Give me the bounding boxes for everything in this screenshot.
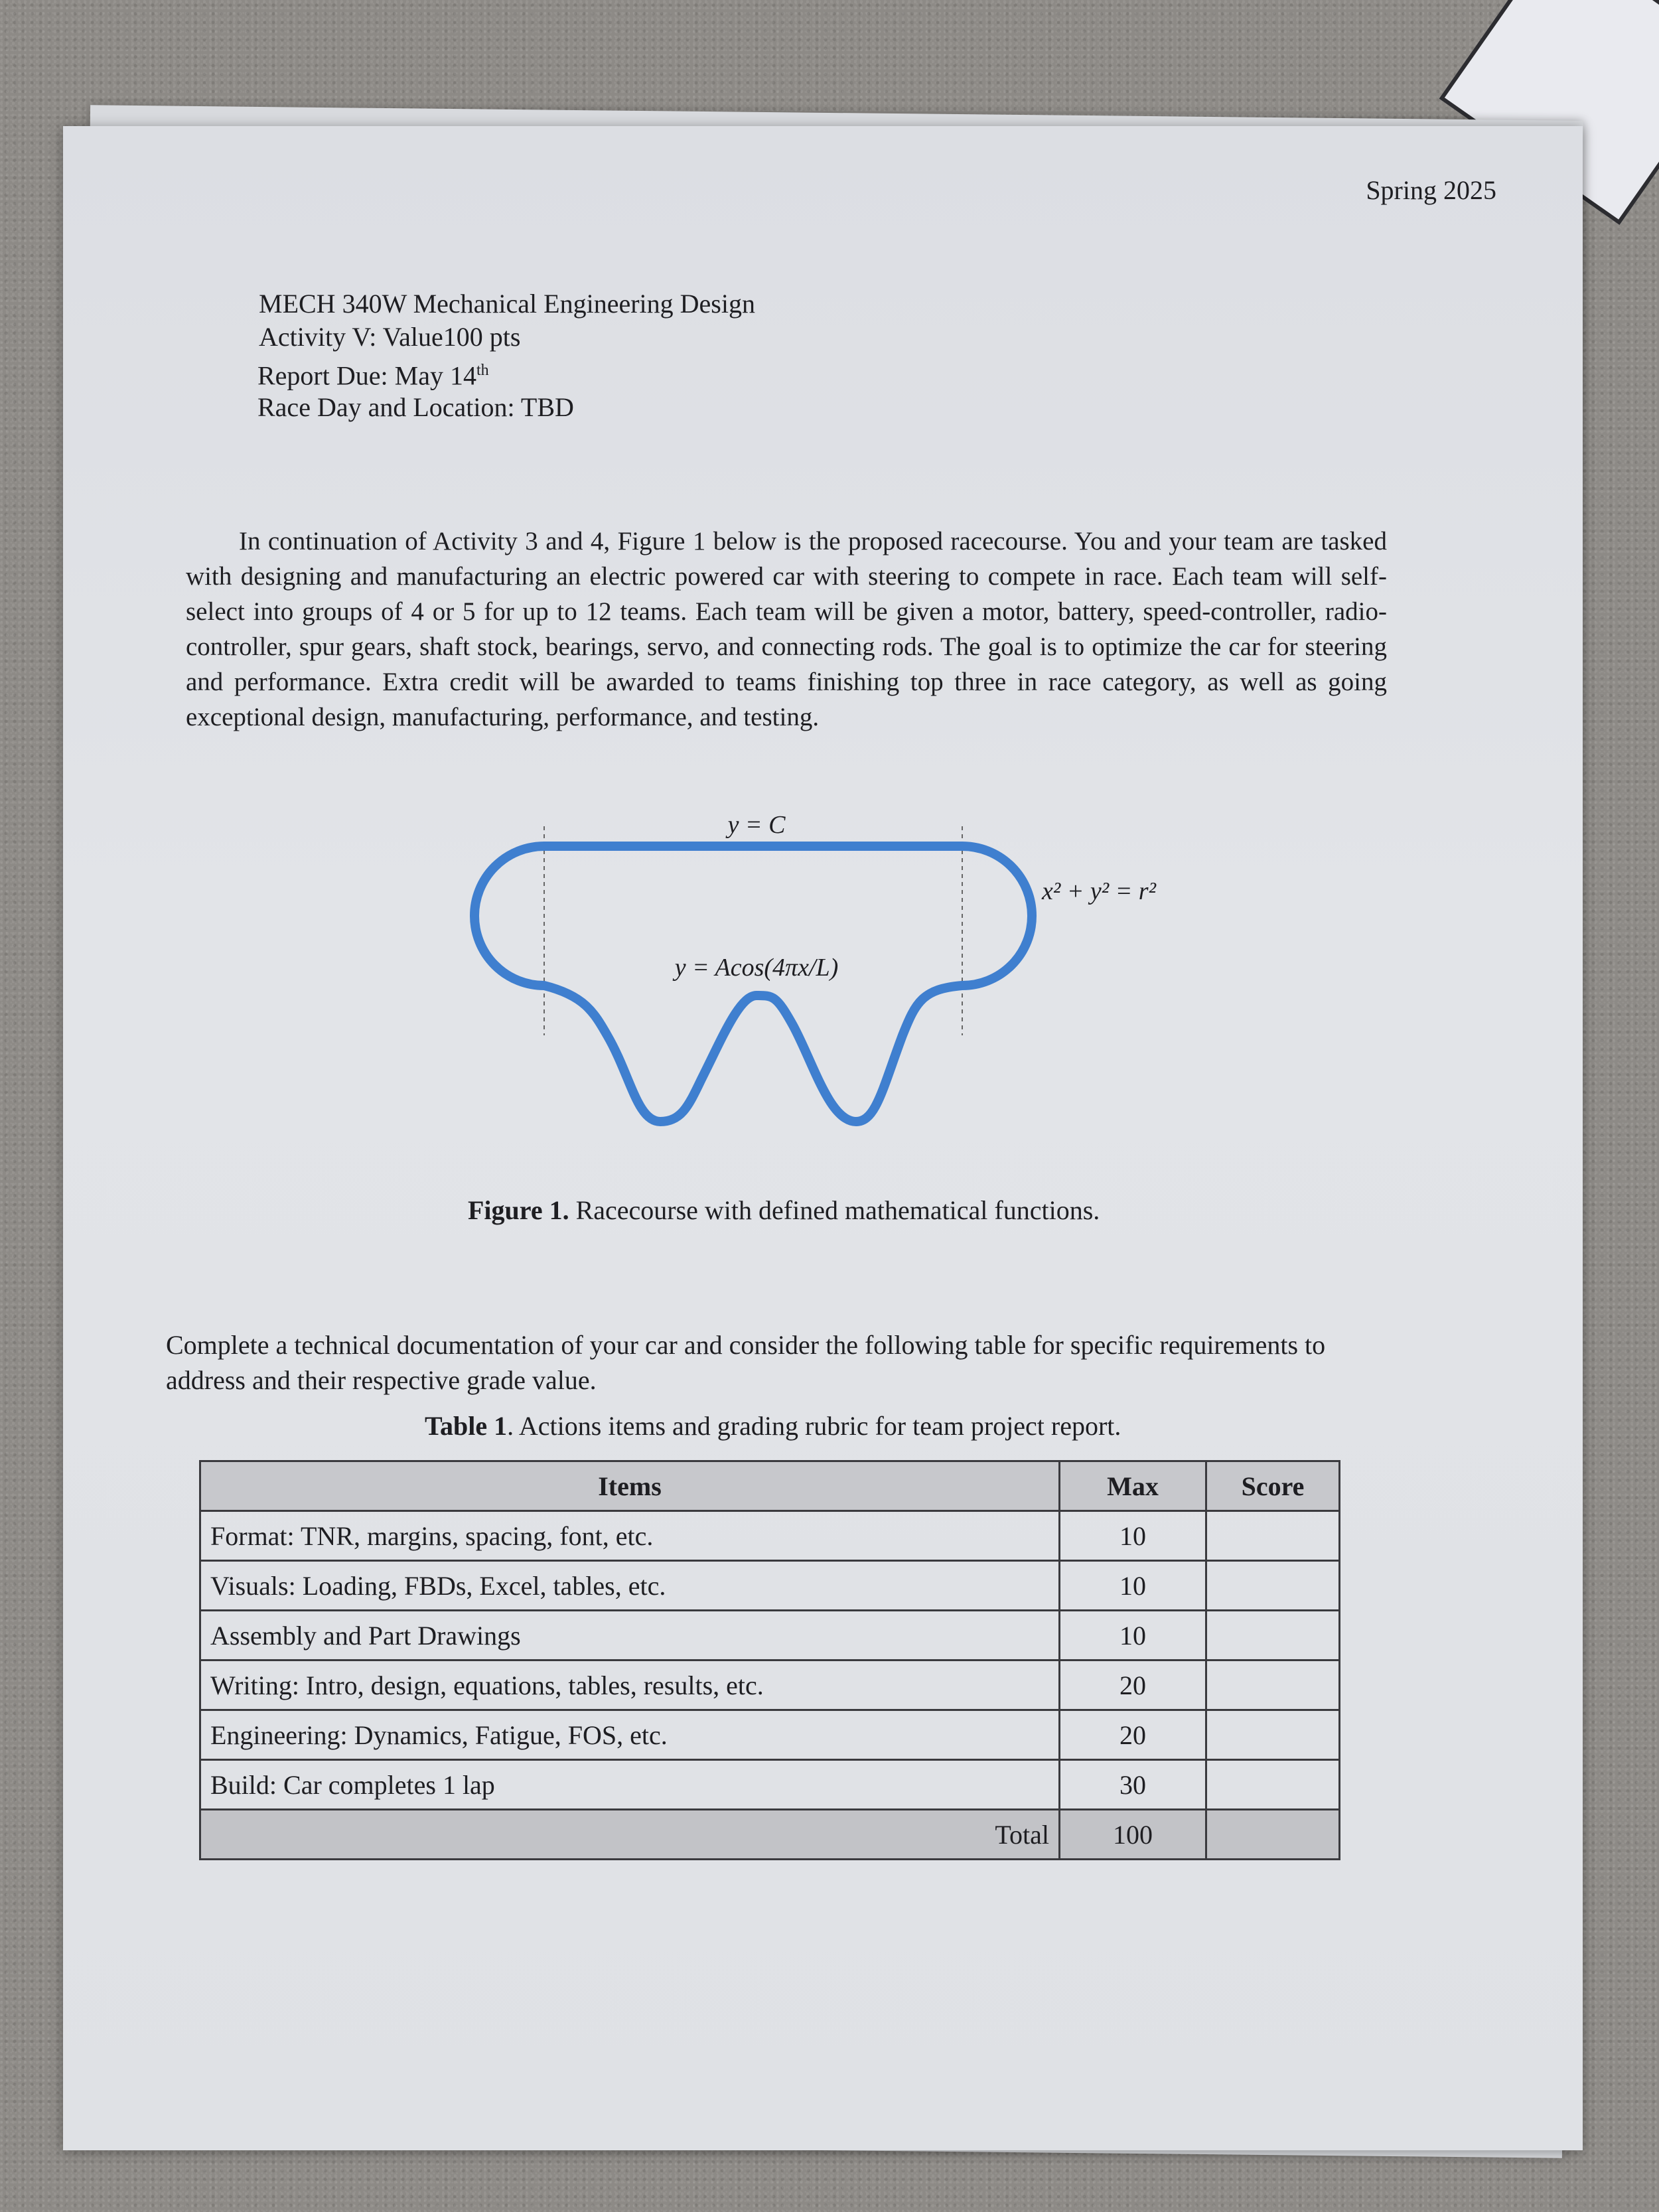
figure-caption-text: Racecourse with defined mathematical functions. — [569, 1195, 1100, 1225]
table-row — [200, 1511, 1340, 1561]
row-item: Format: TNR, margins, spacing, font, etc. — [200, 1511, 1060, 1561]
total-score — [1206, 1810, 1340, 1860]
figure-caption — [468, 1195, 1100, 1226]
row-score — [1206, 1660, 1340, 1710]
row-item: Assembly and Part Drawings — [200, 1611, 1060, 1660]
total-max: 100 — [1060, 1810, 1206, 1860]
row-max: 10 — [1060, 1611, 1206, 1660]
row-item: Build: Car completes 1 lap — [200, 1760, 1060, 1810]
figure-caption-label: Figure 1. — [468, 1195, 569, 1225]
row-max: 20 — [1060, 1660, 1206, 1710]
table-row — [200, 1760, 1340, 1810]
table-caption — [425, 1410, 1121, 1441]
table-row — [200, 1660, 1340, 1710]
table-row — [200, 1710, 1340, 1760]
course-title: MECH 340W Mechanical Engineering Design — [259, 289, 755, 319]
activity-line: Activity V: Value100 pts — [259, 322, 521, 352]
requirements-paragraph: Complete a technical documentation of your car and consider the following table for specific requirements to address and their respective grade value. — [166, 1330, 1326, 1395]
row-item: Writing: Intro, design, equations, tables, results, etc. — [200, 1660, 1060, 1710]
table-header-row — [200, 1461, 1340, 1511]
row-max: 30 — [1060, 1760, 1206, 1810]
row-max: 10 — [1060, 1511, 1206, 1561]
circle-equation-label: x² + y² = r² — [1042, 877, 1156, 905]
total-label: Total — [200, 1810, 1060, 1860]
row-score — [1206, 1710, 1340, 1760]
row-score — [1206, 1760, 1340, 1810]
report-due-suffix: th — [476, 362, 489, 379]
table-caption-label: Table 1 — [425, 1411, 508, 1441]
term-label: Spring 2025 — [1366, 175, 1496, 205]
intro-paragraph: In continuation of Activity 3 and 4, Figure 1 below is the proposed racecourse. You and your team are tasked with designing and manufacturing an electric powered car with steering to compete in race. Each team will self-select into groups of 4 or 5 for up to 12 teams. Each team will be given a motor, battery, speed-controller, radio-controller, spur gears, shaft stock, bearings, servo, and connecting rods. The goal is to optimize the car for steering and performance. Extra credit will be awarded to teams finishing top three in race category, as well as going exceptional design, manufacturing, performance, and testing. — [186, 527, 1387, 731]
table-row — [200, 1561, 1340, 1611]
row-score — [1206, 1611, 1340, 1660]
report-due-text: Report Due: May 14 — [257, 360, 476, 391]
rubric-table — [199, 1460, 1340, 1860]
row-score — [1206, 1511, 1340, 1561]
header-max: Max — [1060, 1461, 1206, 1511]
row-item: Visuals: Loading, FBDs, Excel, tables, etc. — [200, 1561, 1060, 1611]
row-max: 20 — [1060, 1710, 1206, 1760]
row-item: Engineering: Dynamics, Fatigue, FOS, etc. — [200, 1710, 1060, 1760]
header-score: Score — [1206, 1461, 1340, 1511]
racecourse-track — [474, 846, 1032, 1122]
cosine-equation-label: y = Acos(4πx/L) — [674, 954, 839, 982]
row-score — [1206, 1561, 1340, 1611]
table-row — [200, 1611, 1340, 1660]
total-row — [200, 1810, 1340, 1860]
top-line-label: y = C — [727, 811, 786, 839]
table-caption-text: . Actions items and grading rubric for team project report. — [507, 1411, 1121, 1441]
row-max: 10 — [1060, 1561, 1206, 1611]
race-day-line: Race Day and Location: TBD — [257, 392, 574, 422]
header-items: Items — [200, 1461, 1060, 1511]
